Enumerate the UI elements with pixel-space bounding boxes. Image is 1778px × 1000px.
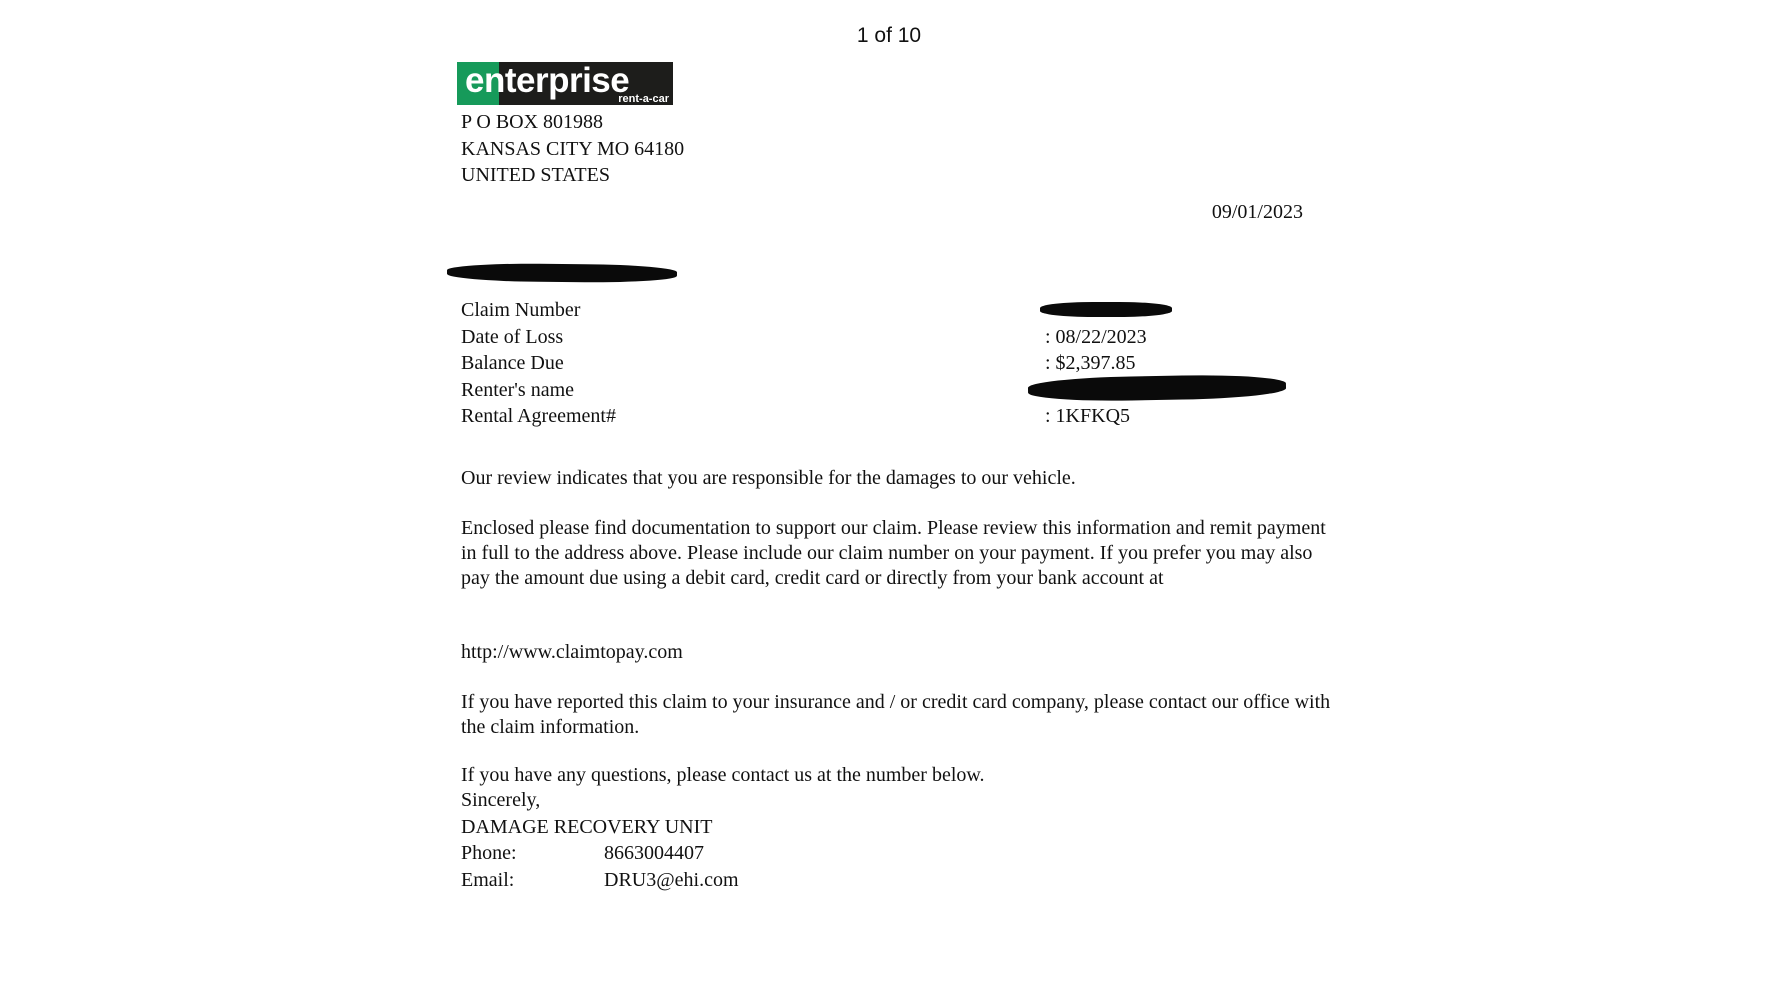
- page-indicator: 1 of 10: [856, 24, 922, 47]
- value-date-of-loss: : 08/22/2023: [1045, 325, 1147, 348]
- email-address[interactable]: DRU3@ehi.com: [604, 868, 739, 891]
- logo-tagline: rent-a-car: [618, 93, 669, 105]
- label-claim-number: Claim Number: [461, 299, 581, 321]
- sender-address: [461, 110, 684, 190]
- phone-row: [461, 841, 739, 868]
- value-rental-agreement: : 1KFKQ5: [1045, 405, 1131, 427]
- claim-labels: [461, 298, 616, 431]
- address-line-3: UNITED STATES: [461, 164, 610, 186]
- label-balance-due: Balance Due: [461, 352, 564, 374]
- letter-date: 09/01/2023: [1211, 201, 1303, 223]
- paragraph-responsibility: Our review indicates that you are responsible for the damages to our vehicle.: [461, 467, 1076, 489]
- label-renters-name: Renter's name: [461, 378, 575, 401]
- unit-name: DAMAGE RECOVERY UNIT: [461, 815, 713, 838]
- claim-values: [1045, 298, 1147, 431]
- address-line-2: KANSAS CITY MO 64180: [461, 137, 685, 160]
- email-label: Email:: [461, 868, 515, 891]
- phone-number[interactable]: 8663004407: [604, 842, 704, 864]
- address-line-1: P O BOX 801988: [461, 111, 604, 133]
- label-rental-agreement: Rental Agreement#: [461, 405, 616, 427]
- redaction-recipient: [447, 263, 677, 283]
- enterprise-logo: [457, 62, 673, 105]
- paragraph-insurance: If you have reported this claim to your insurance and / or credit card company, please contact our office with the claim information.: [461, 691, 1331, 738]
- signature-block: [461, 788, 739, 894]
- phone-label: Phone:: [461, 842, 517, 864]
- value-claim-number: [1045, 298, 1147, 325]
- logo-wordmark: enterprise: [465, 62, 630, 100]
- label-date-of-loss: Date of Loss: [461, 325, 564, 348]
- value-balance-due: : $2,397.85: [1045, 352, 1136, 374]
- paragraph-questions: If you have any questions, please contact us at the number below.: [461, 764, 985, 786]
- paragraph-documentation: Enclosed please find documentation to support our claim. Please review this information and remit payment in full to the address above. Please include our claim number on your payment. If you prefer you may also pay the amount due using a debit card, credit card or directly from your bank account at: [461, 517, 1326, 589]
- payment-url-link[interactable]: http://www.claimtopay.com: [461, 641, 683, 663]
- email-row: [461, 868, 739, 895]
- closing: Sincerely,: [461, 789, 541, 811]
